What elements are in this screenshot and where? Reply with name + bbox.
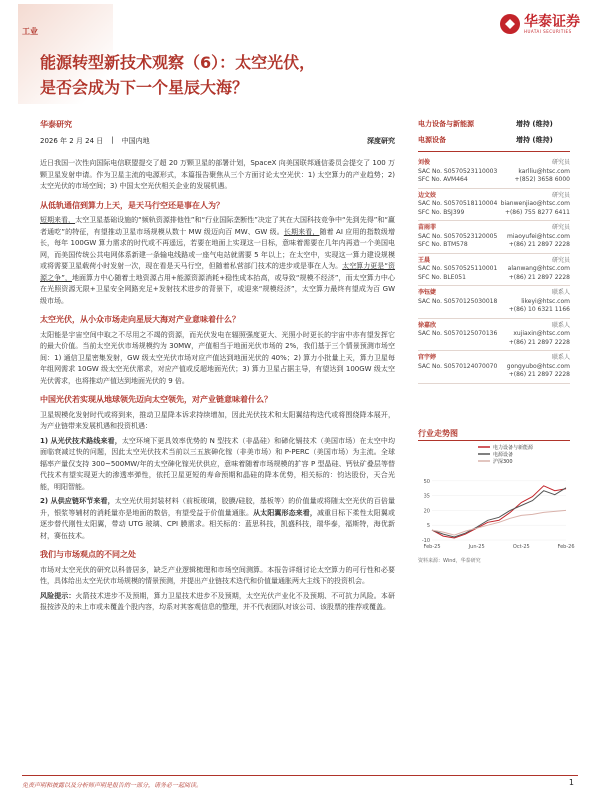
analyst-email[interactable]: xujiaxin@htsc.com (513, 330, 570, 337)
trend-chart (418, 440, 575, 565)
analyst-phone: +(86) 755 8277 6411 (504, 208, 570, 216)
y-tick-label: 5 (426, 523, 430, 530)
p1b-text: 随着 AI 应用的指数级增长，每年 100GW 算力需求的时代或不再遥远，若要在地面上实现这一目标，意味着需要在几年内再造一个美国电网，而美国传统公共电网体系新建一条输电线路或一座气电站就需要 5 年以上；在太空中，实现这一算力建设规模或将需要卫星载荷小时发射一次，现在看是天马行空，但随着私营部门技术的进步或是事在人为。 (40, 227, 395, 270)
analyst-sac: SAC No. S0570125030018 (418, 297, 498, 305)
section-heading-3: 中国光伏若实现从地球领先迈向太空领先，对产业链意味着什么？ (40, 395, 272, 404)
x-tick-label: Feb-26 (557, 544, 575, 550)
analyst-card (418, 286, 570, 319)
analyst-name: 徐嘉欣 (418, 321, 437, 329)
analyst-email[interactable]: alanwang@htsc.com (507, 265, 570, 272)
section-heading-2: 太空光伏，从小众市场走向星辰大海对产业意味着什么？ (40, 315, 240, 324)
trend-chart-svg (418, 441, 575, 566)
analyst-email[interactable]: gongyubo@htsc.com (506, 362, 570, 370)
p3-2-text: 太空光伏用封装材料（前板玻璃，胶膜/硅胶，基板等）的价值量或将随太空光伏的百倍量升，银浆等辅材的消耗量亦是地面的数倍，有望受益于价值量通胀。 (40, 497, 395, 517)
report-title (40, 50, 560, 100)
analyst-sfc: SFC No. BLE051 (418, 273, 466, 281)
title-line-1: 能源转型新技术观察（6）：太空光伏， (40, 53, 316, 72)
logo (500, 14, 580, 34)
p3-2b-text: 减重目标下柔性太阳翼或逐步替代刚性太阳翼，带动 UTG 玻璃、CPI 膜需求。相关标的：蓝思科技，凯盛科技，瑞华泰，福斯特，海优新材，赛伍技术。 (40, 508, 396, 540)
analyst-sac: SAC No. S0570525110001 (418, 265, 498, 272)
risk-paragraph (40, 591, 395, 614)
legend-label: 电力设备与新能源 (493, 445, 534, 451)
page-number: 1 (568, 778, 574, 787)
analyst-email[interactable]: karlliu@htsc.com (518, 167, 570, 175)
report-meta: 华泰研究 2026 年 2 月 24 日 | 中国内地 深度研究 (40, 120, 395, 145)
analyst-sfc: SFC No. AVM464 (418, 176, 468, 183)
analyst-card (418, 254, 570, 287)
analyst-email[interactable]: bianwenjiao@htsc.com (500, 200, 570, 207)
analyst-phone: +(86) 10 6321 1166 (508, 306, 570, 313)
section-heading-1: 从低轨通信到算力上天，是天马行空还是事在人为？ (40, 200, 224, 210)
rating-value: 增持 (维持) (516, 120, 553, 128)
risk-label: 风险提示： (40, 591, 76, 600)
report-date: 2026 年 2 月 24 日 (40, 137, 104, 145)
paragraph-2: 太阳能是宇宙空间中取之不尽用之不竭的资源，而光伏发电在辐照强度更大、光照小时更长的宇宙中亦有望发挥它的最大价值。当前太空光伏市场规模约为 30MW，产值相当于地面光伏市场的 2%，我们基于三个情景预测市场空间：1) 通信卫星密集发射，GW 级太空光伏市场对应产值达到地面光伏的 40%；2) 算力小批量上天，算力卫星每年组网需求 10GW 级太空光伏需求，对应产值或反超地面光伏；3) 算力卫星占据主导，有望达到 100GW 级太空光伏需求，也将推动产值达到地面光伏的 9 倍。 (40, 330, 395, 385)
disclaimer-note: 免责声明和披露以及分析师声明是报告的一部分，请务必一起阅读。 (22, 782, 203, 789)
section-heading-4: 我们与市场观点的不同之处 (40, 550, 136, 559)
rating-row (418, 119, 570, 129)
analyst-name: 宫宇婷 (418, 354, 437, 361)
p3-2-lead: 2) 从供应链环节来看， (40, 497, 115, 505)
title-line-2: 是否会成为下一个星辰大海？ (40, 78, 249, 97)
x-tick-label: Feb-25 (423, 544, 441, 550)
analyst-name: 苗雨菲 (418, 224, 437, 231)
p1-lead: 短期来看， (40, 216, 76, 224)
footer (0, 778, 600, 792)
analyst-sfc: SFC No. BSJ399 (418, 208, 465, 216)
analyst-name: 边文姣 (418, 191, 437, 199)
analyst-role: 研究员 (551, 159, 570, 166)
footer-divider (22, 775, 578, 776)
analyst-name: 王晨 (418, 256, 431, 264)
report-region: 中国内地 (121, 137, 150, 145)
y-tick-label: 50 (423, 478, 430, 485)
y-tick-label: -10 (421, 538, 430, 544)
analyst-email[interactable]: miaoyufei@htsc.com (507, 232, 570, 240)
analyst-phone: +(86) 21 2897 2228 (508, 338, 570, 346)
sector-label: 工业 (22, 27, 38, 36)
rating-sector: 电源设备 (418, 136, 446, 144)
analyst-phone: +(86) 21 2897 2228 (508, 371, 570, 378)
analyst-sac: SAC No. S0570523120005 (418, 232, 498, 240)
p3-1-text: 太空环境下更具效率优势的 N 型技术（非晶硅）和碲化镉技术（美国市场）在太空中均面临衰减过快的问题，因此太空光伏技术当前以三五族砷化镓（非美市场）和 P-PERC（美国市场）为主流。全球辐率产量仅支持 300~500MW/年的太空砷化镓光伏供应，意味着随着市场规模的扩容 P 型晶硅、钙钛矿叠层等替代技术有望实现更大的渗透率弹性，依托卫星更短的寿命预期和晶硅的降本优势，相关标的：钧达股份，天合光能，明阳智能。 (40, 436, 395, 491)
analyst-sac: SAC No. S0570523110003 (418, 167, 498, 175)
analyst-card (418, 189, 570, 222)
analyst-role: 联系人 (551, 289, 570, 296)
p3-2-lead2: 从太阳翼形态来看， (253, 508, 317, 517)
logo-subtext: HUATAI SECURITIES (524, 28, 572, 34)
analyst-phone: +(852) 3658 6000 (514, 176, 570, 183)
p3-1-lead: 1) 从光伏技术路线来看， (40, 436, 122, 445)
legend-label: 电源设备 (493, 452, 514, 458)
y-tick-label: 35 (423, 493, 430, 500)
p1-text: 太空卫星基础设施的“频轨资源排他性”和“行业国际垄断性”决定了其在大国科技竞争中“先到先得”和“赢者通吃”的特征，有望推动卫星市场规模从数十 MW 级迈向百 MW、GW 级。 (40, 216, 395, 236)
analyst-name: 李钰婕 (418, 289, 437, 296)
paragraph-4: 市场对太空光伏的研究以科普居多，缺乏产业逻辑梳理和市场空间测算。本报告详细讨论太空算力的可行性和必要性，具体给出太空光伏市场规模的情景预测，并提出产业链技术迭代和价值量通胀两大主线下的投资机会。 (40, 565, 395, 585)
logo-text: 华泰证券 (524, 13, 580, 30)
p1-lead2: 长期来看， (283, 227, 320, 236)
analyst-card (418, 351, 570, 384)
analyst-card (418, 221, 570, 254)
sidebar (418, 119, 570, 384)
analyst-sac: SAC No. S0570125070136 (418, 330, 498, 337)
org-name: 华泰研究 (40, 120, 72, 129)
x-tick-label: Jun-25 (468, 544, 485, 550)
paragraph-3: 卫星规模化发射时代或将到来，推动卫星降本诉求持续增加，因此光伏技术和太阳翼结构迭代或将围绕降本展开，为产业链带来发展机遇和投资机遇： (40, 410, 395, 430)
chart-title: 行业走势图 (418, 429, 458, 438)
x-tick-label: Oct-25 (512, 544, 530, 550)
intro-paragraph: 近日我国一次性向国际电信联盟提交了超 20 万颗卫星的部署计划，SpaceX 向美国联邦通信委员会提交了 100 万颗卫星发射申请。作为卫星主流的电源形式，本篇报告聚焦从三个方面讨论太空光伏：1) 太空算力的产业趋势；2) 太空光伏的市场空间；3) 中国太空光伏相关企业的发展机遇。 (40, 159, 395, 190)
analyst-role: 联系人 (551, 354, 570, 361)
chart-source: 资料来源：Wind，华泰研究 (418, 558, 481, 564)
analyst-sfc: SFC No. BTM578 (418, 241, 468, 248)
risk-text: 火箭技术进步不及预期，算力卫星技术进步不及预期，太空光伏产业化不及预期、不可抗力风险。本研报按涉及的未上市或未覆盖个股内容，均系对其客观信息的整理，并不代表团队对该公司、该股票的推荐或覆盖。 (40, 591, 396, 611)
paragraph-3-2 (40, 496, 395, 542)
report-type: 深度研究 (367, 137, 395, 145)
main-body (40, 158, 395, 617)
p1c-text: 地面算力中心随着土地资源占用+能源资源消耗+稳性成本抬高，或导致“规模不经济”，而太空算力中心在光照资源无限+卫星安全网路充足+发射技术进步的背景下，或迎来“规模经济”，太空算力最终有望成为百 GW 级市场。 (40, 273, 395, 305)
p1-lead3: 太空算力更是“资源之争”， (40, 262, 395, 282)
analyst-phone: +(86) 21 2897 2228 (508, 273, 570, 281)
rating-row (418, 135, 570, 145)
analyst-sac: SAC No. S0570124070070 (418, 362, 498, 370)
analyst-role: 联系人 (551, 321, 570, 329)
paragraph-1 (40, 215, 395, 307)
logo-icon (500, 14, 520, 34)
analyst-role: 研究员 (551, 256, 570, 264)
paragraph-3-1 (40, 436, 395, 494)
analyst-phone: +(86) 21 2897 2228 (508, 241, 570, 248)
series-line (432, 510, 566, 535)
analyst-email[interactable]: likeyi@htsc.com (521, 297, 570, 305)
analyst-role: 研究员 (551, 191, 570, 199)
analyst-card (418, 319, 570, 352)
legend-label: 沪深300 (493, 459, 513, 465)
rating-sector: 电力设备与新能源 (418, 120, 474, 128)
y-tick-label: 20 (423, 508, 430, 515)
analyst-card (418, 156, 570, 189)
analyst-name: 刘俊 (418, 159, 431, 166)
rating-value: 增持 (维持) (516, 136, 553, 144)
analyst-list (418, 151, 570, 384)
analyst-role: 研究员 (551, 224, 570, 231)
analyst-sac: SAC No. S0570518110004 (418, 200, 498, 207)
